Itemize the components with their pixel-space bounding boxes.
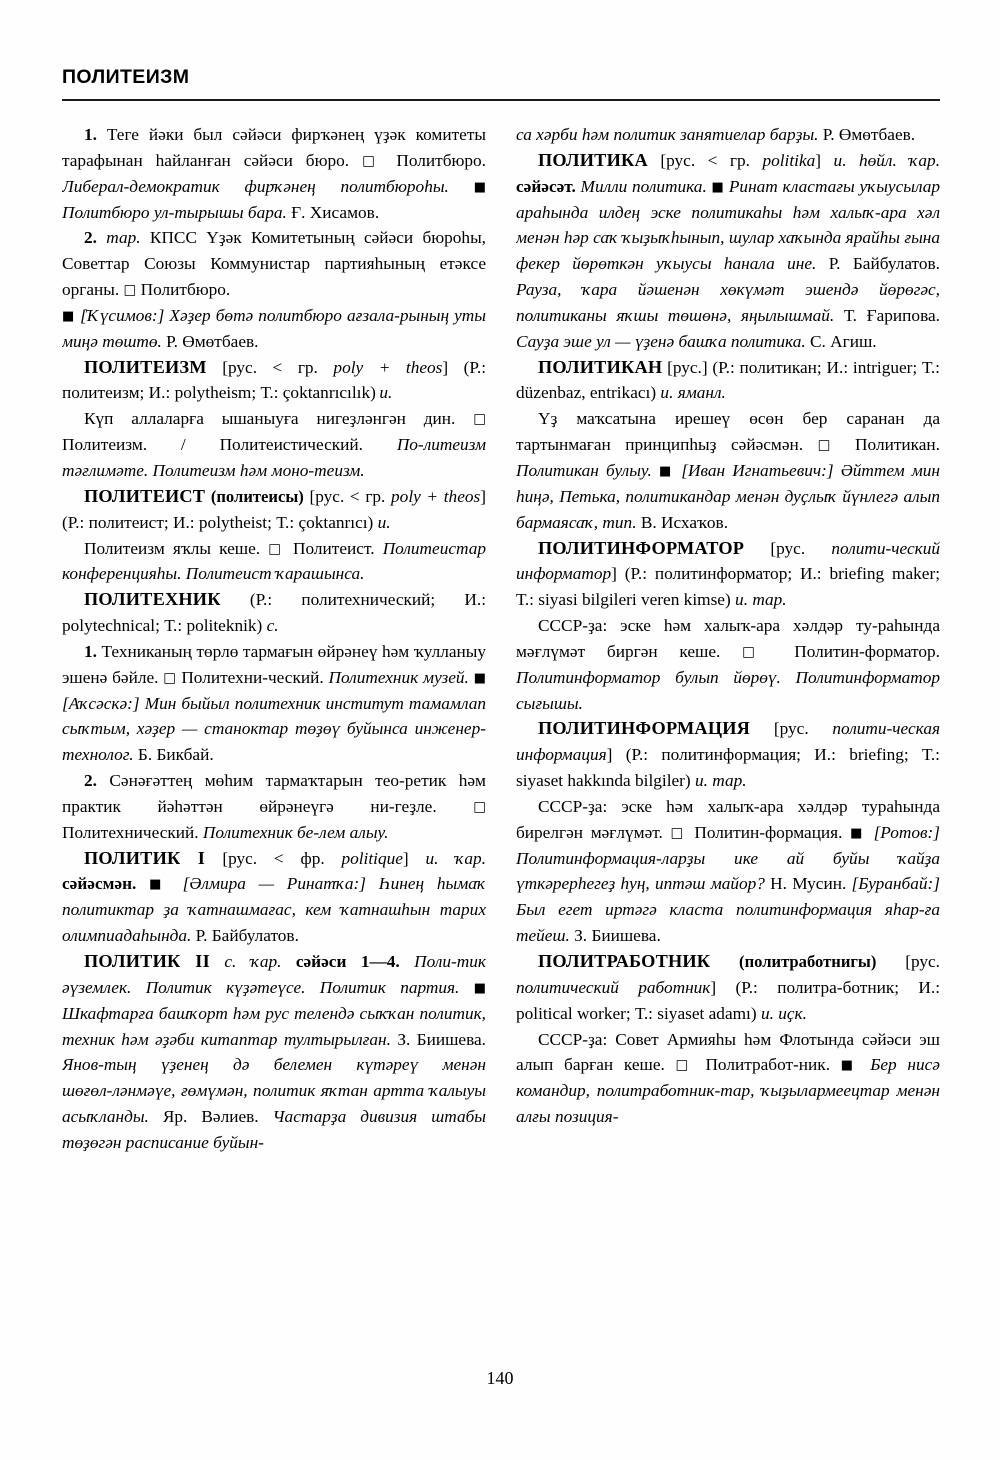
headword: ПОЛИТЕИСТ bbox=[84, 485, 206, 506]
dictionary-entry-headword-block: ПОЛИТИК I [рус. < фр. politique] и. ҡар. сәйәсмән. ■ [Әлмира — Ринатҡа:] Һинең һымаҡ политиктар ҙа ҡатнашмағас, кем ҡатнашһын тарих олимпиадаһында. Р. Байбулатов. bbox=[62, 847, 486, 946]
open-square-icon: □ bbox=[362, 152, 384, 169]
entry-sense: 1. Теге йәки был сәйәси фирҡәнең үҙәк комитеты тарафынан һайланған сәйәси бюро. □ Политбюро. Либерал-демократик фирҡәнең политбюроһы. ■ Политбюро ул‑тырышы бара. Ғ. Хисамов. bbox=[62, 125, 486, 222]
header-divider-rule bbox=[62, 99, 940, 101]
filled-square-icon: ■ bbox=[473, 980, 486, 996]
dictionary-entry-headword-block: ПОЛИТИКАН [рус.] (Р.: политикан; И.: intriguer; Т.: düzenbaz, entrikacı) и. яманл. bbox=[516, 356, 940, 403]
headword: ПОЛИТИНФОРМАЦИЯ bbox=[538, 718, 751, 739]
filled-square-icon: ■ bbox=[840, 1058, 860, 1074]
filled-square-icon: ■ bbox=[62, 308, 76, 324]
filled-square-icon: ■ bbox=[711, 179, 725, 195]
two-column-body bbox=[62, 122, 940, 1337]
open-square-icon: □ bbox=[473, 798, 486, 815]
open-square-icon: □ bbox=[670, 824, 687, 841]
running-head: ПОЛИТЕИЗМ bbox=[62, 66, 190, 88]
headword-inflection: (политеисы) bbox=[210, 486, 304, 506]
open-square-icon: □ bbox=[675, 1057, 695, 1074]
open-square-icon: □ bbox=[123, 282, 137, 299]
entry-quotation-continued: са хәрби һәм политик занятиелар барҙы. Р. Өмөтбаев. bbox=[516, 125, 916, 144]
open-square-icon: □ bbox=[742, 643, 773, 660]
open-square-icon: □ bbox=[163, 669, 177, 686]
page-number: 140 bbox=[486, 1368, 514, 1388]
entry-definition: СССР-ҙа: Совет Армияһы һәм Флотында сәйәси эш алып барған кеше. □ Политработ‑ник. ■ Бер нисә командир, политработник‑тар, ҡыҙылармеецтар менән алғы позиция- bbox=[516, 1029, 940, 1127]
headword: ПОЛИТИК I bbox=[84, 847, 206, 868]
entry-definition: СССР-ҙа: эске һәм халыҡ-ара хәлдәр ту‑раһында мәғлүмәт биргән кеше. □ Политин‑форматор. Политинформатор булып йөрөү. Политинформатор сығышы. bbox=[516, 616, 940, 713]
headword: ПОЛИТИКАН bbox=[538, 356, 663, 377]
dictionary-entry-headword-block: ПОЛИТИНФОРМАТОР [рус. полити‑ческий информатор] (Р.: политинформатор; И.: briefing maker; Т.: siyasi bilgileri veren kimse) и. тар. bbox=[516, 537, 940, 610]
headword: ПОЛИТЕИЗМ bbox=[84, 356, 207, 377]
headword: ПОЛИТРАБОТНИК bbox=[538, 951, 711, 971]
headword: ПОЛИТИНФОРМАТОР bbox=[538, 537, 745, 558]
entry-sense: 1. Техниканың төрлө тармағын өйрәнеү һәм ҡулланыу эшенә бәйле. □ Политехни‑ческий. Политехник музей. ■ [Аҡсәскә:] Мин быйыл политехник институт тамамлап сыҡтым, хәҙер — станоктар төҙөү буйынса инженер-технолог. Б. Бикбай. bbox=[62, 641, 486, 765]
entry-definition: СССР-ҙа: эске һәм халыҡ-ара хәлдәр тураһында бирелгән мәғлүмәт. □ Политин‑формация. ■ [Ротов:] Политинформация‑ларҙы ике ай буйы ҡайҙа үткәрерһегеҙ һуң, иптәш майор? Н. Мусин. [Буранбай:] Был егет иртәгә класта политинформация яһар‑ға тейеш. З. Биишева. bbox=[516, 796, 940, 946]
entry-definition: Күп аллаларға ышаныуға нигеҙләнгән дин. □ Политеизм. / Политеистический. По‑литеизм тәғлимәте. Политеизм һәм моно‑теизм. bbox=[62, 409, 486, 480]
left-column bbox=[62, 122, 486, 1337]
entry-definition: Үҙ маҡсатына ирешеү өсөн бер саранан да тартынмаған принципһыҙ сәйәсмән. □ Политикан. Политикан булыу. ■ [Иван Игнатьевич:] Әйттем мин һиңә, Петька, политикандар менән дуҫлыҡ йүнлегә алып бармаясаҡ, тип. В. Исхаҡов. bbox=[516, 409, 940, 532]
dictionary-entry-headword-block: ПОЛИТИКА [рус. < гр. politika] и. һөйл. ҡар. сәйәсәт. Милли политика. ■ Ринат кластағы уҡыусылар араһында илдең эске политикаһы һәм халыҡ-ара хәл менән һәр саҡ ҡыҙыҡһынып, шулар хаҡында ярайһы ғына фекер йөрөткән уҡыусы һанала ине. Р. Байбулатов. Рауза, ҡара йәшенән хөкүмәт эшендә йөрөгәс, политиканы яҡшы төшөнә, яңылышмай. Т. Ғарипова. Сауҙа эше ул — үҙенә башҡа политика. С. Агиш. bbox=[516, 149, 940, 351]
filled-square-icon: ■ bbox=[659, 463, 675, 479]
filled-square-icon: ■ bbox=[473, 179, 486, 195]
headword: ПОЛИТЕХНИК bbox=[84, 589, 221, 610]
open-square-icon: □ bbox=[817, 437, 841, 454]
dictionary-entry-headword-block: ПОЛИТЕИЗМ [рус. < гр. poly + theos] (Р.: политеизм; И.: polytheism; Т.: çoktanrıcılık) и. bbox=[62, 356, 486, 403]
entry-sense: 2. тар. КПСС Үҙәк Комитетының сәйәси бюроһы, Советтар Союзы Коммунистар партияһының етәксе органы. □ Политбюро. bbox=[62, 228, 486, 300]
dictionary-entry-headword-block: ПОЛИТИК II с. ҡар. сәйәси 1—4. Поли‑тик әүземлек. Политик күҙәтеүсе. Политик партия. ■ Шкафтарға башҡорт һәм рус телендә сыҡҡан политик, техник һәм әҙәби китаптар тултырылған. З. Биишева. Янов‑тың үҙенең дә белемен күтәреү менән шөғөл‑ләнмәүе, ғөмүмән, политик яҡтан артта ҡалыуы асыҡланды. Яр. Вәлиев. Частарҙа дивизия штабы төҙөгән расписание буйын- bbox=[62, 951, 486, 1152]
dictionary-entry-headword-block: ПОЛИТИНФОРМАЦИЯ [рус. полити‑ческая информация] (Р.: политинформация; И.: briefing; Т.: siyaset hakkında bilgiler) и. тар. bbox=[516, 718, 940, 791]
headword: ПОЛИТИК II bbox=[84, 951, 210, 971]
right-column bbox=[516, 122, 940, 1337]
filled-square-icon: ■ bbox=[473, 670, 486, 686]
open-square-icon: □ bbox=[268, 540, 285, 557]
headword-inflection: (политработнигы) bbox=[739, 952, 877, 971]
entry-definition: Политеизм яҡлы кеше. □ Политеист. Политеистар конференцияһы. Политеист ҡарашынса. bbox=[62, 538, 486, 584]
filled-square-icon: ■ bbox=[149, 877, 170, 893]
open-square-icon: □ bbox=[473, 411, 486, 428]
dictionary-entry-headword-block: ПОЛИТЕИСТ (политеисы) [рус. < гр. poly + theos] (Р.: политеист; И.: polytheist; Т.: çoktanrıcı) и. bbox=[62, 485, 486, 532]
entry-sense: 2. Сәнәғәттең мөһим тармаҡтарын тео‑ретик һәм практик йәһәттән өйрәнеүгә ни‑геҙле. □ Политехнический. Политехник бе‑лем алыу. bbox=[62, 771, 486, 842]
headword: ПОЛИТИКА bbox=[538, 149, 648, 170]
dictionary-entry-headword-block: ПОЛИТЕХНИК (Р.: политехнический; И.: polytechnical; Т.: politeknik) с. bbox=[62, 589, 486, 636]
entry-quotation: ■ [Ҡүсимов:] Хәҙер бөтә политбюро ағзала‑рының уты миңә төштө. Р. Өмөтбаев. bbox=[62, 305, 486, 351]
dictionary-entry-headword-block: ПОЛИТРАБОТНИК (политработнигы) [рус. политический работник] (Р.: политра‑ботник; И.: political worker; Т.: siyaset adamı) и. иҫк. bbox=[516, 951, 940, 1023]
filled-square-icon: ■ bbox=[850, 825, 866, 841]
